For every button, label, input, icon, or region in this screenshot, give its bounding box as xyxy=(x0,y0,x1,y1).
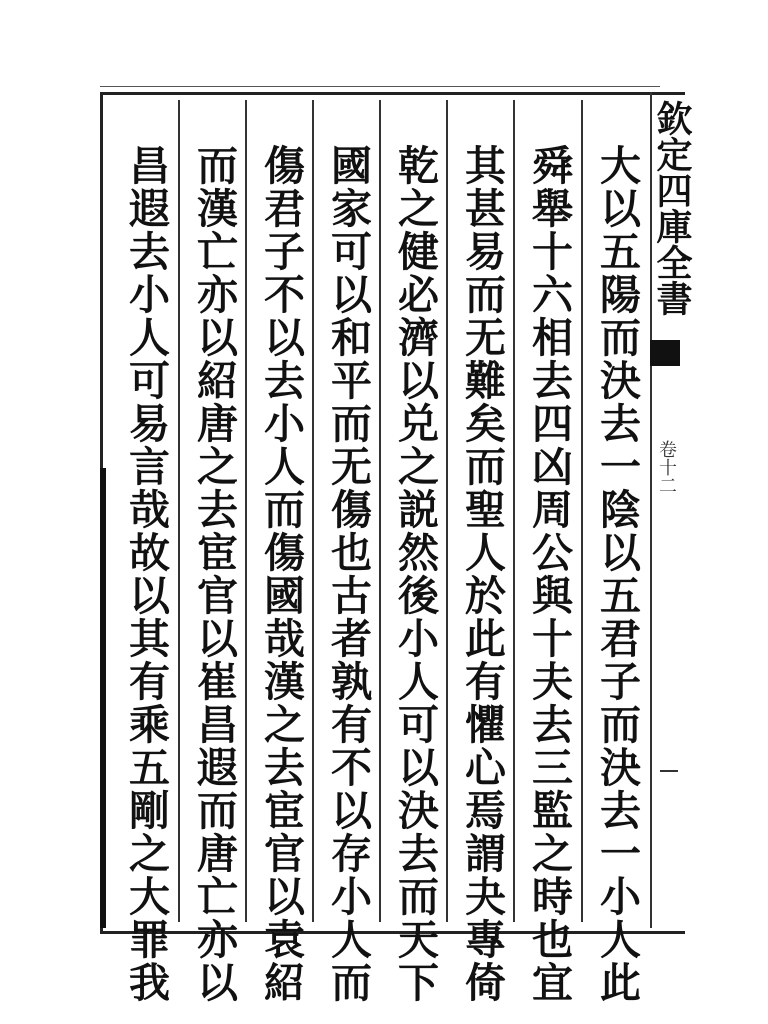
left-margin-ink-bar xyxy=(100,468,106,928)
text-columns xyxy=(112,100,650,1004)
column-text: 乾之健必濟以兑之説然後小人可以決去而天下 xyxy=(391,144,439,1004)
text-column-6 xyxy=(247,100,314,1004)
margin-tick-mark xyxy=(660,770,678,772)
text-column-5 xyxy=(314,100,381,1004)
book-title: 欽定四庫全書 xyxy=(651,100,693,316)
text-column-3 xyxy=(448,100,515,1004)
text-column-4 xyxy=(381,100,448,1004)
column-text: 傷君子不以去小人而傷國哉漢之去宦官以袁紹 xyxy=(257,144,305,1004)
fishtail-mark xyxy=(650,340,680,366)
column-text: 舜舉十六相去四凶周公與十夫去三監之時也宜 xyxy=(525,144,573,1004)
text-column-8 xyxy=(112,100,179,1004)
text-column-1 xyxy=(583,100,650,1004)
frame-top-thin-rule xyxy=(100,86,660,87)
column-text: 而漢亡亦以紹唐之去宦官以崔昌遐而唐亡亦以 xyxy=(190,144,238,1004)
column-text: 國家可以和平而无傷也古者孰有不以存小人而 xyxy=(324,144,372,1004)
text-column-2 xyxy=(515,100,582,1004)
column-text: 其甚易而无難矣而聖人於此有懼心焉謂夬專倚 xyxy=(458,144,506,1004)
volume-label: 卷十二 xyxy=(656,440,677,494)
column-text: 大以五陽而決去一陰以五君子而決去一小人此 xyxy=(593,144,641,1004)
column-text: 昌遐去小人可易言哉故以其有乘五剛之大罪我 xyxy=(122,144,170,1004)
text-column-7 xyxy=(180,100,247,1004)
